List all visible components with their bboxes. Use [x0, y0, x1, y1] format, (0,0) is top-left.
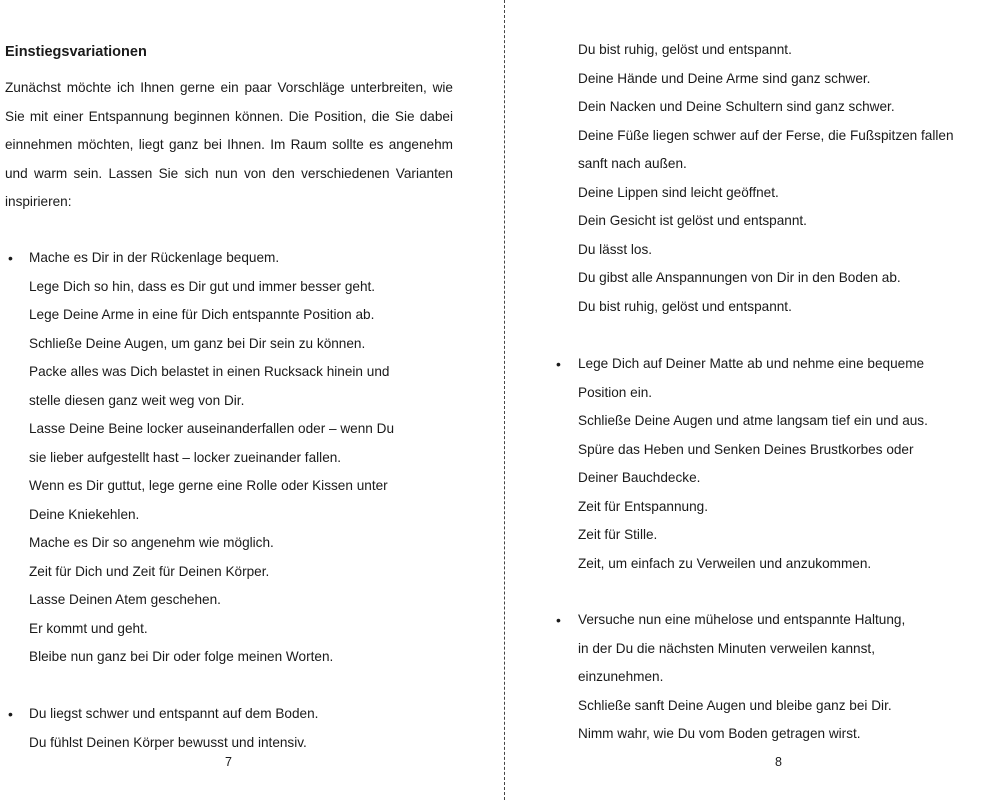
bullet-list-4 — [578, 606, 905, 749]
text-line: Er kommt und geht. — [29, 620, 148, 636]
text-line: Deine Hände und Deine Arme sind ganz schwer. — [578, 70, 871, 86]
text-line: Mache es Dir so angenehm wie möglich. — [29, 535, 274, 550]
text-line: sanft nach außen. — [578, 156, 687, 171]
text-line: Dein Gesicht ist gelöst und entspannt. — [578, 213, 807, 228]
page-number: 7 — [225, 755, 232, 769]
bullet-marker: • — [556, 612, 561, 628]
text-line: Deine Füße liegen schwer auf der Ferse, die Fußspitzen fallen — [578, 127, 954, 143]
text-line: Zeit für Dich und Zeit für Deinen Körper. — [29, 563, 270, 579]
text-line: Du gibst alle Anspannungen von Dir in den Boden ab. — [578, 270, 901, 285]
text-line: Lege Dich auf Deiner Matte ab und nehme eine bequeme — [578, 356, 925, 371]
page-divider — [504, 0, 505, 800]
text-line: Zeit, um einfach zu Verweilen und anzukommen. — [578, 555, 872, 571]
text-line: Wenn es Dir guttut, lege gerne eine Rolle oder Kissen unter — [29, 478, 388, 493]
text-line: Lasse Deinen Atem geschehen. — [29, 592, 221, 607]
text-line: einzunehmen. — [578, 669, 664, 684]
text-line: Nimm wahr, wie Du vom Boden getragen wirst. — [578, 726, 861, 741]
bullet-marker: • — [8, 250, 13, 266]
text-line: Lege Deine Arme in eine für Dich entspannte Position ab. — [29, 307, 375, 322]
section-heading: Einstiegsvariationen — [5, 44, 147, 60]
text-line: Versuche nun eine mühelose und entspannte Haltung, — [578, 612, 906, 627]
text-line: Du fühlst Deinen Körper bewusst und intensiv. — [29, 734, 307, 750]
intro-paragraph: Zunächst möchte ich Ihnen gerne ein paar Vorschläge unterbreiten, wie Sie mit einer Entspannung beginnen können. Die Position, die Sie dabei einnehmen möchten, liegt ganz bei Ihnen. Im Raum sollte es angenehm und warm sein. Lassen Sie sich nun von den verschiedenen Varianten inspirieren: — [5, 80, 453, 209]
text-line: Bleibe nun ganz bei Dir oder folge meinen Worten. — [29, 649, 334, 664]
text-line: Position ein. — [578, 384, 653, 400]
text-line: Deine Kniekehlen. — [29, 506, 140, 522]
text-line: Deine Lippen sind leicht geöffnet. — [578, 184, 779, 200]
bullet-list-2 — [29, 700, 318, 757]
text-line: Schließe sanft Deine Augen und bleibe ganz bei Dir. — [578, 697, 892, 713]
text-line: Packe alles was Dich belastet in einen Rucksack hinein und — [29, 364, 390, 379]
text-line: Deiner Bauchdecke. — [578, 470, 701, 485]
text-line: Schließe Deine Augen, um ganz bei Dir sein zu können. — [29, 335, 366, 351]
page-number: 8 — [775, 755, 782, 769]
text-line: Schließe Deine Augen und atme langsam tief ein und aus. — [578, 413, 928, 428]
text-line: stelle diesen ganz weit weg von Dir. — [29, 392, 245, 408]
text-line: Zeit für Stille. — [578, 527, 658, 542]
text-line: Mache es Dir in der Rückenlage bequem. — [29, 250, 280, 265]
bullet-marker: • — [8, 706, 13, 722]
text-line: Du bist ruhig, gelöst und entspannt. — [578, 42, 792, 57]
text-line: Dein Nacken und Deine Schultern sind ganz schwer. — [578, 99, 895, 114]
page-right — [520, 0, 1000, 800]
text-line: Lege Dich so hin, dass es Dir gut und immer besser geht. — [29, 278, 376, 294]
continued-list — [578, 36, 954, 321]
text-line: Lasse Deine Beine locker auseinanderfallen oder – wenn Du — [29, 421, 395, 436]
bullet-list-1 — [29, 244, 394, 672]
text-line: Spüre das Heben und Senken Deines Brustkorbes oder — [578, 441, 914, 457]
text-line: in der Du die nächsten Minuten verweilen kannst, — [578, 640, 875, 656]
page-left — [0, 0, 480, 800]
text-line: sie lieber aufgestellt hast – locker zueinander fallen. — [29, 449, 342, 465]
bullet-list-3 — [578, 350, 928, 578]
bullet-marker: • — [556, 356, 561, 372]
text-line: Zeit für Entspannung. — [578, 498, 708, 514]
text-line: Du lässt los. — [578, 241, 653, 257]
text-line: Du bist ruhig, gelöst und entspannt. — [578, 298, 792, 314]
text-line: Du liegst schwer und entspannt auf dem Boden. — [29, 706, 319, 721]
